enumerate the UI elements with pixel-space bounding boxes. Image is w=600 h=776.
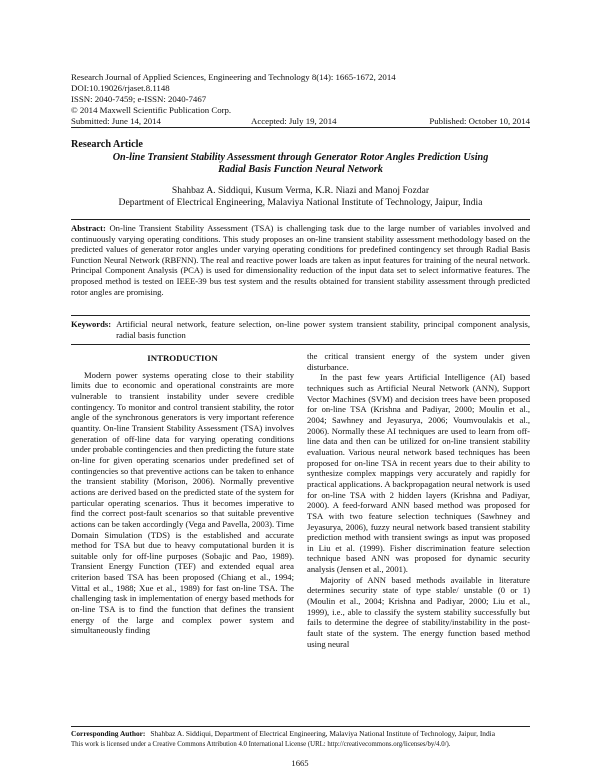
accepted-date: Accepted: July 19, 2014 xyxy=(251,116,337,126)
paragraph: the critical transient energy of the system under given disturbance. xyxy=(307,351,530,372)
author-block xyxy=(71,185,530,209)
authors: Shahbaz A. Siddiqui, Kusum Verma, K.R. Niazi and Manoj Fozdar xyxy=(171,185,430,196)
footer xyxy=(71,729,530,749)
abstract-label: Abstract: xyxy=(71,223,106,233)
article-dates xyxy=(71,116,530,127)
corresponding-text: Shahbaz A. Siddiqui, Department of Electrical Engineering, Malaviya National Institute of Technology, Jaipur, India xyxy=(150,729,496,738)
abstract-divider xyxy=(71,219,530,220)
license-note: This work is licensed under a Creative Commons Attribution 4.0 International License (URL: http://creativecommons.org/licenses/by/4.0/). xyxy=(71,741,451,749)
article-title xyxy=(71,152,530,176)
footer-divider xyxy=(71,726,530,727)
paragraph: Majority of ANN based methods available in literature determines security state of type stable/ unstable (0 or 1) (Moulin et al., 2004; Krishna and Padiyar, 2000; Liu et al., 1999), i.e., able to classify the system stability successfully but fails to determine the degree of stability/instability in the post-fault state of the system. The energy function based method using neural xyxy=(307,574,530,649)
page-number: 1665 xyxy=(291,758,309,768)
title-line-1: On-line Transient Stability Assessment through Generator Rotor Angles Prediction Using xyxy=(112,152,489,163)
keywords-label: Keywords: xyxy=(71,319,112,329)
doi: DOI:10.19026/rjaset.8.1148 xyxy=(71,83,170,93)
corresponding-label: Corresponding Author: xyxy=(71,729,146,738)
published-date: Published: October 10, 2014 xyxy=(429,116,530,126)
title-line-2: Radial Basis Function Neural Network xyxy=(218,164,383,175)
header-divider xyxy=(71,127,530,128)
paragraph: In the past few years Artificial Intelligence (AI) based techniques such as Artificial Neural Network (ANN), Support Vector Machines (SVM) and decision trees have been proposed for on-line TSA (Krishna and Padiyar, 2000; Moulin et al., 2004; Sawhney and Jeyasurya, 2006; Voumvoulakis et al., 2006). Normally these AI techniques are used to learn from off-line data and then can be utilized for on-line transient stability evaluation. Various neural network based techniques has been proposed for on-line TSA in recent years due to their ability to synthesize complex mappings very accurately and rapidly for practical applications. A backpropagation neural network is used for on-line TSA with 2 hidden layers (Krishna and Padiyar, 2000). A feed-forward ANN based method was proposed for TSA with two feature selection techniques (Sawhney and Jeyasurya, 2006), fuzzy neural network based transient stability prediction method with transient swings as input was proposed in Liu et al. (1999). Fisher discrimination feature selection technique based ANN was proposed for dynamic security analysis (Jensen et al., 2001). xyxy=(307,372,530,575)
journal-header xyxy=(71,72,396,116)
abstract-text: On-line Transient Stability Assessment (TSA) is challenging task due to the large number of variables involved and continuously varying operating conditions. This study proposes an on-line transient stability assessment methodology based on the predicted values of generator rotor angles under varying operating conditions for predefined contingency set through Radial Basis Function Neural Network (RBFNN). The real and reactive power loads are taken as input features for training of the neural network. Principal Component Analysis (PCA) is used for dimensionality reduction of the input data set to select informative features. The proposed method is tested on IEEE-39 bus test system and the results obtained for transient stability assessment through predicted rotor angles are promising. xyxy=(71,223,530,297)
keywords-text: Artificial neural network, feature selection, on-line power system transient stability, principal component analysis, radial basis function xyxy=(116,319,530,340)
journal-citation: Research Journal of Applied Sciences, Engineering and Technology 8(14): 1665-1672, 2014 xyxy=(71,72,396,82)
keywords-divider xyxy=(71,315,530,316)
body-divider xyxy=(71,344,530,345)
submitted-date: Submitted: June 14, 2014 xyxy=(71,116,161,126)
right-column xyxy=(307,351,530,649)
affiliation: Department of Electrical Engineering, Malaviya National Institute of Technology, Jaipur, India xyxy=(118,197,483,208)
abstract xyxy=(71,223,530,297)
article-type: Research Article xyxy=(71,139,143,150)
keywords xyxy=(71,319,530,340)
issn: ISSN: 2040-7459; e-ISSN: 2040-7467 xyxy=(71,94,207,104)
copyright: © 2014 Maxwell Scientific Publication Corp. xyxy=(71,105,232,115)
paragraph: Modern power systems operating close to their stability limits due to economic and operational constraints are more vulnerable to transient instability under severe credible contingency. To monitor and control transient stability, the rotor angle of the synchronous generators is very important reference quantity. On-line Transient Stability Assessment (TSA) involves generation of off-line data for varying operating conditions under probable contingencies and then predicting the future state on-line for given operating scenarios under predefined set of contingencies so that preventive actions can be taken to enhance the transient stability (Morison, 2006). Normally preventive actions are derived based on the predicted state of the system for particular operating scenarios. Thus it becomes imperative to find the correct post-fault scenarios so that suitable preventive actions can be taken accordingly (Vega and Pavella, 2003). Time Domain Simulation (TDS) is the established and accurate method for TSA but due to heavy computational burden it is suitable only for off-line purposes (Sobajic and Pao, 1989). Transient Energy Function (TEF) and extended equal area criterion based TSA has been proposed (Chiang et al., 1994; Vittal et al., 1988; Xue et al., 1989) for fast on-line TSA. The challenging task in implementation of energy based methods for on-line TSA is to find the function that defines the transient energy of the large and complex power system and simultaneously finding xyxy=(71,369,294,636)
introduction-heading: INTRODUCTION xyxy=(147,353,218,363)
left-column xyxy=(71,353,294,636)
corresponding-author xyxy=(71,729,530,738)
